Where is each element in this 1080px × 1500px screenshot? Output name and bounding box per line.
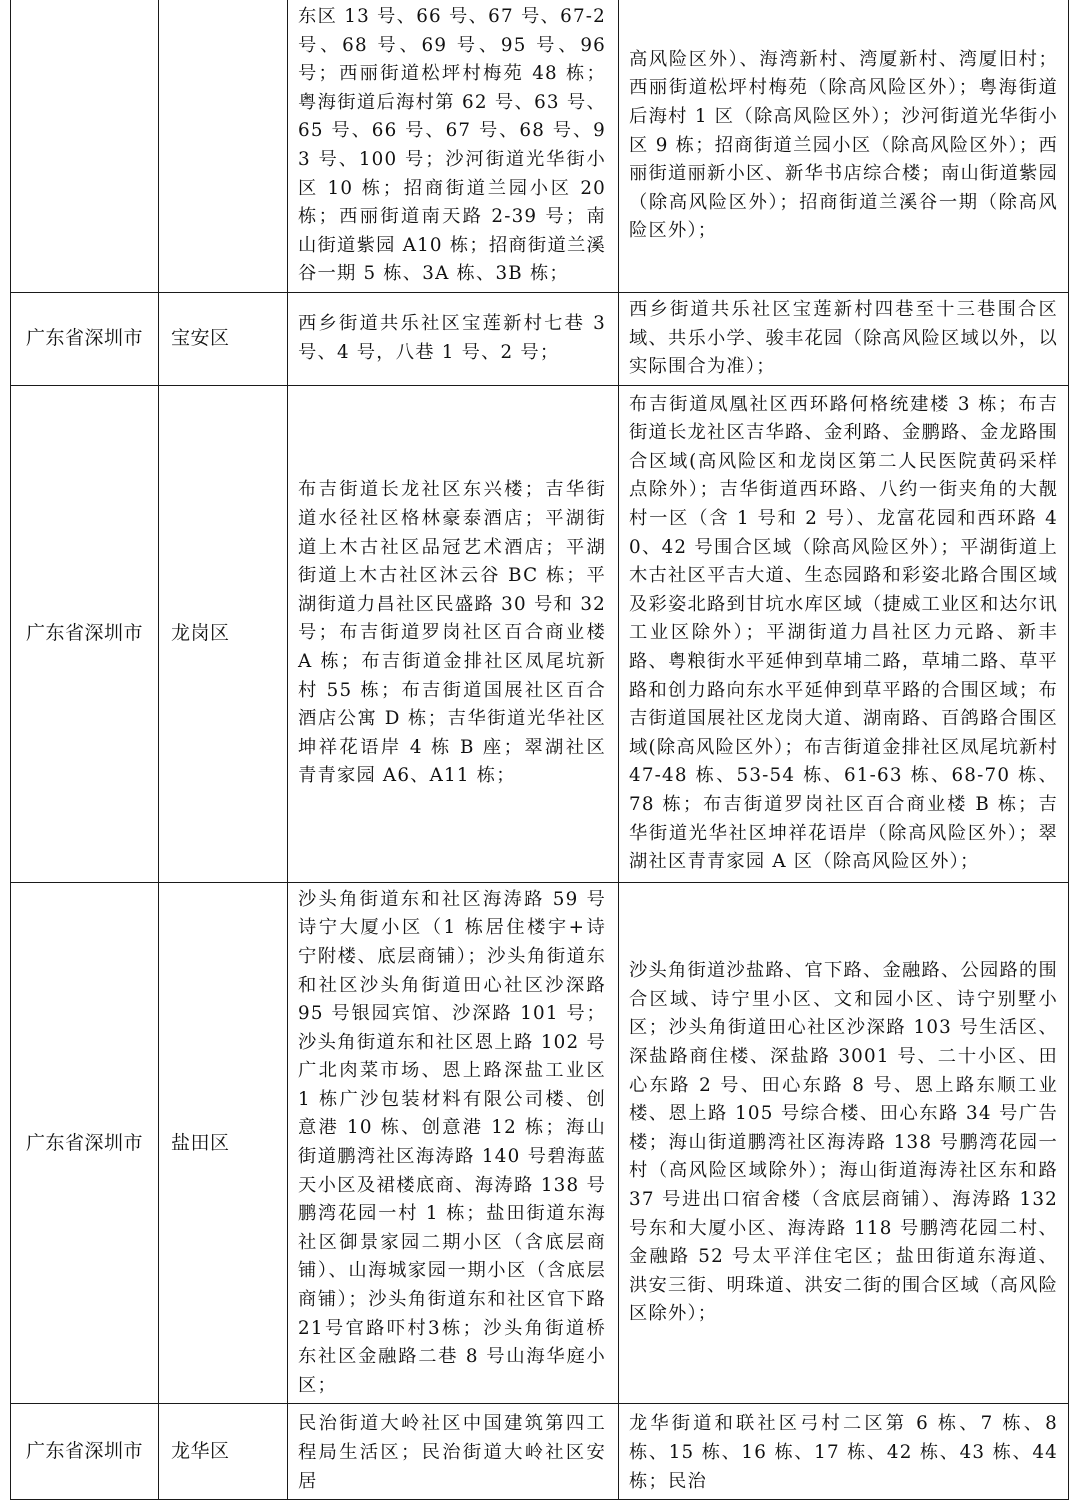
district-cell: 龙华区 bbox=[159, 1404, 288, 1500]
province-cell: 广东省深圳市 bbox=[11, 882, 159, 1404]
controlled-area-cell: 沙头角街道沙盐路、官下路、金融路、公园路的围合区域、诗宁里小区、文和园小区、诗宁别墅小区；沙头角街道田心社区沙深路 103 号生活区、深盐路商住楼、深盐路 3001 号、二十小区、田心东路 2 号、田心东路 8 号、恩上路东顺工业楼、恩上路 105 号综合楼、田心东路 34 号广告楼；海山街道鹏湾社区海涛路 138 号鹏湾花园一村（高风险区域除外）；海山街道海涛社区东和路 37 号进出口宿舍楼（含底层商铺）、海涛路 132 号东和大厦小区、海涛路 118 号鹏湾花园二村、金融路 52 号太平洋住宅区；盐田街道东海道、洪安三街、明珠道、洪安二街的围合区域（高风险区除外）； bbox=[619, 882, 1069, 1404]
table-row bbox=[11, 1404, 1069, 1500]
district-cell: 龙岗区 bbox=[159, 385, 288, 882]
table-row bbox=[11, 385, 1069, 882]
table-row bbox=[11, 292, 1069, 385]
table-row bbox=[11, 0, 1069, 292]
controlled-area-cell: 龙华街道和联社区弓村二区第 6 栋、7 栋、8 栋、15 栋、16 栋、17 栋、42 栋、43 栋、44 栋；民治 bbox=[619, 1404, 1069, 1500]
risk-area-table bbox=[10, 0, 1069, 1500]
table-row bbox=[11, 882, 1069, 1404]
province-cell: 广东省深圳市 bbox=[11, 292, 159, 385]
sealed-area-cell: 民治街道大岭社区中国建筑第四工程局生活区；民治街道大岭社区安居 bbox=[288, 1404, 619, 1500]
province-cell bbox=[11, 0, 159, 292]
province-cell: 广东省深圳市 bbox=[11, 1404, 159, 1500]
district-cell: 盐田区 bbox=[159, 882, 288, 1404]
controlled-area-cell: 高风险区外）、海湾新村、湾厦新村、湾厦旧村；西丽街道松坪村梅苑（除高风险区外）；粤海街道后海村 1 区（除高风险区外）；沙河街道光华街小区 9 栋；招商街道兰园小区（除高风险区外）；西丽街道丽新小区、新华书店综合楼；南山街道紫园（除高风险区外）；招商街道兰溪谷一期（除高风险区外）； bbox=[619, 0, 1069, 292]
district-cell: 宝安区 bbox=[159, 292, 288, 385]
sealed-area-cell: 沙头角街道东和社区海涛路 59 号诗宁大厦小区（1 栋居住楼宇+诗宁附楼、底层商铺）；沙头角街道东和社区沙头角街道田心社区沙深路 95 号银园宾馆、沙深路 101 号；沙头角街道东和社区恩上路 102 号广北肉菜市场、恩上路深盐工业区 1 栋广沙包装材料有限公司楼、创意港 10 栋、创意港 12 栋；海山街道鹏湾社区海涛路 140 号碧海蓝天小区及裙楼底商、海涛路 138 号鹏湾花园一村 1 栋；盐田街道东海社区御景家园二期小区（含底层商铺）、山海城家园一期小区（含底层商铺）；沙头角街道东和社区官下路21号官路吓村3栋；沙头角街道桥东社区金融路二巷 8 号山海华庭小区； bbox=[288, 882, 619, 1404]
district-cell bbox=[159, 0, 288, 292]
sealed-area-cell: 布吉街道长龙社区东兴楼；吉华街道水径社区格林豪泰酒店；平湖街道上木古社区品冠艺术酒店；平湖街道上木古社区沐云谷 BC 栋；平湖街道力昌社区民盛路 30 号和 32 号；布吉街道罗岗社区百合商业楼 A 栋；布吉街道金排社区凤尾坑新村 55 栋；布吉街道国展社区百合酒店公寓 D 栋；吉华街道光华社区坤祥花语岸 4 栋 B 座；翠湖社区青青家园 A6、A11 栋； bbox=[288, 385, 619, 882]
risk-area-table-page bbox=[10, 0, 1068, 1500]
province-cell: 广东省深圳市 bbox=[11, 385, 159, 882]
controlled-area-cell: 西乡街道共乐社区宝莲新村四巷至十三巷围合区域、共乐小学、骏丰花园（除高风险区域以外，以实际围合为准）； bbox=[619, 292, 1069, 385]
controlled-area-cell: 布吉街道凤凰社区西环路何格统建楼 3 栋；布吉街道长龙社区吉华路、金利路、金鹏路、金龙路围合区域(高风险区和龙岗区第二人民医院黄码采样点除外）；吉华街道西环路、八约一街夹角的大靓村一区（含 1 号和 2 号）、龙富花园和西环路 40、42 号围合区域（除高风险区外）；平湖街道上木古社区平吉大道、生态园路和彩姿北路合围区域及彩姿北路到甘坑水库区域（捷威工业区和达尔讯工业区除外）；平湖街道力昌社区力元路、新丰路、粤粮街水平延伸到草埔二路，草埔二路、草平路和创力路向东水平延伸到草平路的合围区域；布吉街道国展社区龙岗大道、湖南路、百鸽路合围区域(除高风险区外）；布吉街道金排社区凤尾坑新村 47-48 栋、53-54 栋、61-63 栋、68-70 栋、78 栋；布吉街道罗岗社区百合商业楼 B 栋；吉华街道光华社区坤祥花语岸（除高风险区外）；翠湖社区青青家园 A 区（除高风险区外）； bbox=[619, 385, 1069, 882]
sealed-area-cell: 东区 13 号、66 号、67 号、67-2 号、68 号、69 号、95 号、96 号；西丽街道松坪村梅苑 48 栋；粤海街道后海村第 62 号、63 号、65 号、66 号、67 号、68 号、93 号、100 号；沙河街道光华街小区 10 栋；招商街道兰园小区 20 栋；西丽街道南天路 2-39 号；南山街道紫园 A10 栋；招商街道兰溪谷一期 5 栋、3A 栋、3B 栋； bbox=[288, 0, 619, 292]
sealed-area-cell: 西乡街道共乐社区宝莲新村七巷 3 号、4 号，八巷 1 号、2 号； bbox=[288, 292, 619, 385]
